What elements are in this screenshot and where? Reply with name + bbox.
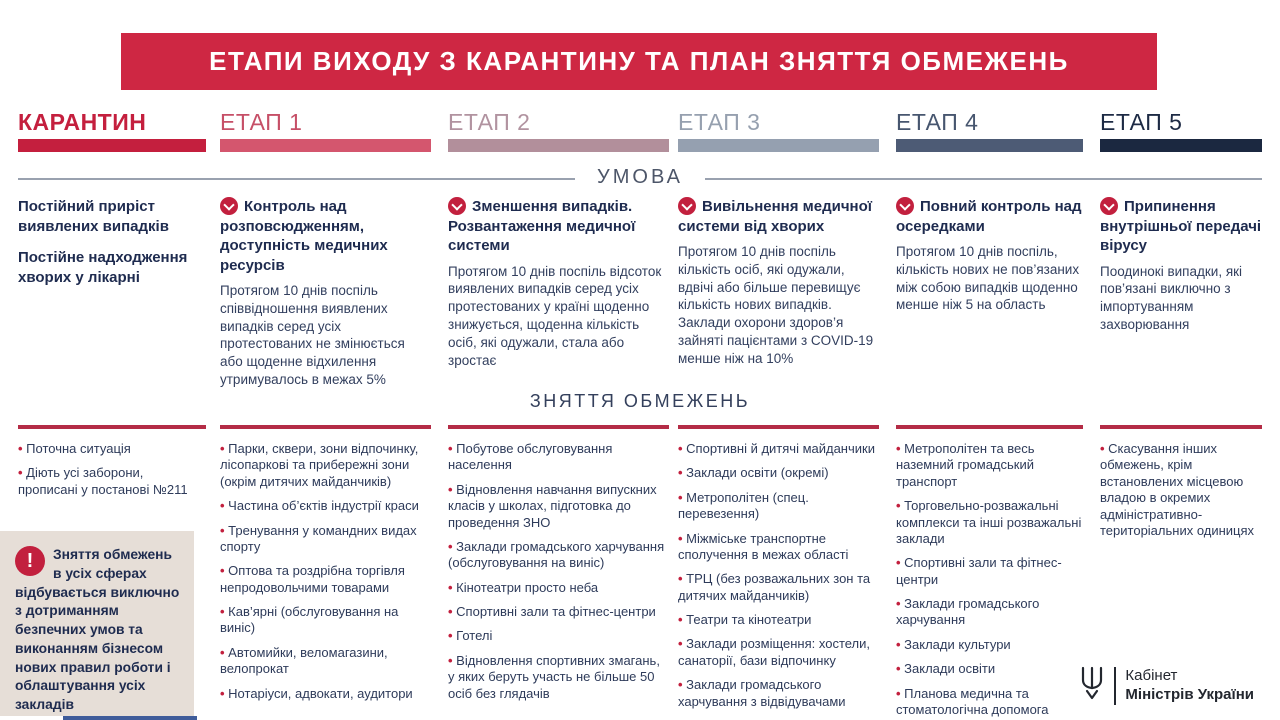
condition-section-label: УМОВА	[0, 166, 1280, 189]
list-item: • Метрополітен та весь наземний громадський транспорт	[896, 441, 1083, 490]
list-item: • Метрополітен (спец. перевезення)	[678, 490, 879, 523]
list-item: • Спортивні й дитячі майданчики	[678, 441, 879, 457]
condition-stage2	[448, 197, 669, 369]
column-rule	[220, 425, 431, 429]
list-item: • Кав’ярні (обслуговування на виніс)	[220, 604, 431, 637]
stage-bar-stage1	[220, 139, 431, 152]
restrictions-list-stage4	[896, 441, 1083, 720]
exclamation-circle-icon: !	[15, 546, 45, 576]
chevron-down-circle-icon	[220, 197, 238, 215]
list-item: • Заклади освіти	[896, 661, 1083, 677]
logo-text	[1125, 667, 1254, 705]
list-item: • Частина об’єктів індустрії краси	[220, 498, 431, 514]
condition-body: Протягом 10 днів поспіль, кількість нових не пов’язаних між собою випадків щоденно менше ніж 5 на область	[896, 244, 1080, 313]
list-item: • Заклади громадського харчування з відвідувачами	[678, 677, 879, 710]
list-item: • Скасування інших обмежень, крім встановлених місцевою владою в окремих адміністративно-територіальних одиницях	[1100, 441, 1262, 539]
column-rule	[18, 425, 206, 429]
restrictions-list-quarantine	[18, 441, 206, 506]
list-item: • ТРЦ (без розважальних зон та дитячих майданчиків)	[678, 571, 879, 604]
list-item: • Заклади культури	[896, 637, 1083, 653]
list-item: • Відновлення спортивних змагань, у яких беруть участь не більше 50 осіб без глядачів	[448, 653, 669, 702]
column-header-quarantine: КАРАНТИН	[18, 109, 147, 135]
chevron-down-circle-icon	[448, 197, 466, 215]
condition-title: Припинення внутрішньої передачі вірусу	[1100, 198, 1262, 254]
condition-body: Поодинокі випадки, які пов’язані виключно з імпортуванням захворювання	[1100, 263, 1243, 332]
restrictions-list-stage3	[678, 441, 879, 718]
restrictions-list-stage1	[220, 441, 431, 710]
list-item: • Тренування у командних видах спорту	[220, 523, 431, 556]
chevron-down-circle-icon	[678, 197, 696, 215]
list-item: • Планова медична та стоматологічна допомога	[896, 686, 1083, 719]
stage-bar-stage2	[448, 139, 669, 152]
condition-title: Зменшення випадків. Розвантаження медичної системи	[448, 198, 636, 254]
tryzub-trident-icon	[1079, 666, 1105, 705]
list-item: • Театри та кінотеатри	[678, 612, 879, 628]
title-banner	[121, 33, 1157, 90]
list-item: • Торговельно-розважальні комплекси та інші розважальні заклади	[896, 498, 1083, 547]
column-rule	[896, 425, 1083, 429]
list-item: • Парки, сквери, зони відпочинку, лісопаркові та прибережні зони (окрім дитячих майданчиків)	[220, 441, 431, 490]
condition-body: Протягом 10 днів поспіль відсоток виявлених випадків серед усіх протестованих у країні щоденно знижується, щоденна кількість осіб, які одужали, стала або зростає	[448, 263, 662, 368]
list-item: • Готелі	[448, 628, 669, 644]
page-title: ЕТАПИ ВИХОДУ З КАРАНТИНУ ТА ПЛАН ЗНЯТТЯ ОБМЕЖЕНЬ	[209, 46, 1069, 76]
list-item: • Оптова та роздрібна торгівля непродовольчими товарами	[220, 563, 431, 596]
warning-text: Зняття обмежень в усіх сферах відбувається виключно з дотриманням безпечних умов та виконанням бізнесом нових правил роботи і облаштування усіх закладів	[15, 547, 180, 712]
column-rule	[678, 425, 879, 429]
list-item: • Заклади розміщення: хостели, санаторії, бази відпочинку	[678, 636, 879, 669]
list-item: • Поточна ситуація	[18, 441, 206, 457]
list-item: • Спортивні зали та фітнес-центри	[896, 555, 1083, 588]
stage-bar-stage5	[1100, 139, 1262, 152]
list-item: • Міжміське транспортне сполучення в межах області	[678, 531, 879, 564]
list-item: • Спортивні зали та фітнес-центри	[448, 604, 669, 620]
condition-quarantine	[18, 197, 206, 299]
condition-body: Протягом 10 днів поспіль кількість осіб, які одужали, вдвічі або більше перевищує кількість нових випадків. Заклади охорони здоров’я зайняті пацієнтами з COVID-19 менше ніж на 10%	[678, 244, 874, 366]
column-rule	[448, 425, 669, 429]
restrictions-list-stage2	[448, 441, 669, 710]
column-header-stage4: ЕТАП 4	[896, 109, 979, 135]
government-logo	[1079, 666, 1254, 705]
org-name-line2: Міністрів України	[1125, 685, 1254, 703]
chevron-down-circle-icon	[1100, 197, 1118, 215]
restrictions-section-label: ЗНЯТТЯ ОБМЕЖЕНЬ	[529, 391, 751, 411]
org-name-line1: Кабінет	[1125, 666, 1178, 684]
list-item: • Діють усі заборони, прописані у постанові №211	[18, 465, 206, 498]
list-item: • Відновлення навчання випускних класів у школах, підготовка до проведення ЗНО	[448, 482, 669, 531]
condition-title: Повний контроль над осередками	[896, 198, 1082, 235]
condition-text: Постійний приріст виявлених випадків	[18, 198, 169, 235]
condition-stage5	[1100, 197, 1262, 334]
condition-title: Контроль над розповсюдженням, доступність медичних ресурсів	[220, 198, 388, 274]
column-rule	[1100, 425, 1262, 429]
condition-title: Вивільнення медичної системи від хворих	[678, 198, 872, 235]
list-item: • Побутове обслуговування населення	[448, 441, 669, 474]
list-item: • Заклади громадського харчування (обслуговування на виніс)	[448, 539, 669, 572]
condition-stage1	[220, 197, 431, 389]
stage-bar-quarantine	[18, 139, 206, 152]
logo-divider	[1114, 667, 1116, 705]
list-item: • Заклади освіти (окремі)	[678, 465, 879, 481]
column-header-stage3: ЕТАП 3	[678, 109, 761, 135]
chevron-down-circle-icon	[896, 197, 914, 215]
condition-text: Постійне надходження хворих у лікарні	[18, 249, 188, 286]
bottom-accent-strip	[63, 716, 197, 720]
condition-stage3	[678, 197, 879, 368]
list-item: • Кінотеатри просто неба	[448, 580, 669, 596]
condition-stage4	[896, 197, 1083, 314]
list-item: • Заклади громадського харчування	[896, 596, 1083, 629]
column-header-stage5: ЕТАП 5	[1100, 109, 1183, 135]
column-header-stage1: ЕТАП 1	[220, 109, 303, 135]
restrictions-list-stage5	[1100, 441, 1262, 547]
list-item: • Нотаріуси, адвокати, аудитори	[220, 686, 431, 702]
list-item: • Автомийки, веломагазини, велопрокат	[220, 645, 431, 678]
condition-body: Протягом 10 днів поспіль співвідношення виявлених випадків серед усіх протестованих не змінюється або щоденне відхилення утримувалось в межах 5%	[220, 283, 405, 388]
column-header-stage2: ЕТАП 2	[448, 109, 531, 135]
warning-box	[0, 531, 194, 716]
stage-bar-stage4	[896, 139, 1083, 152]
stage-bar-stage3	[678, 139, 879, 152]
